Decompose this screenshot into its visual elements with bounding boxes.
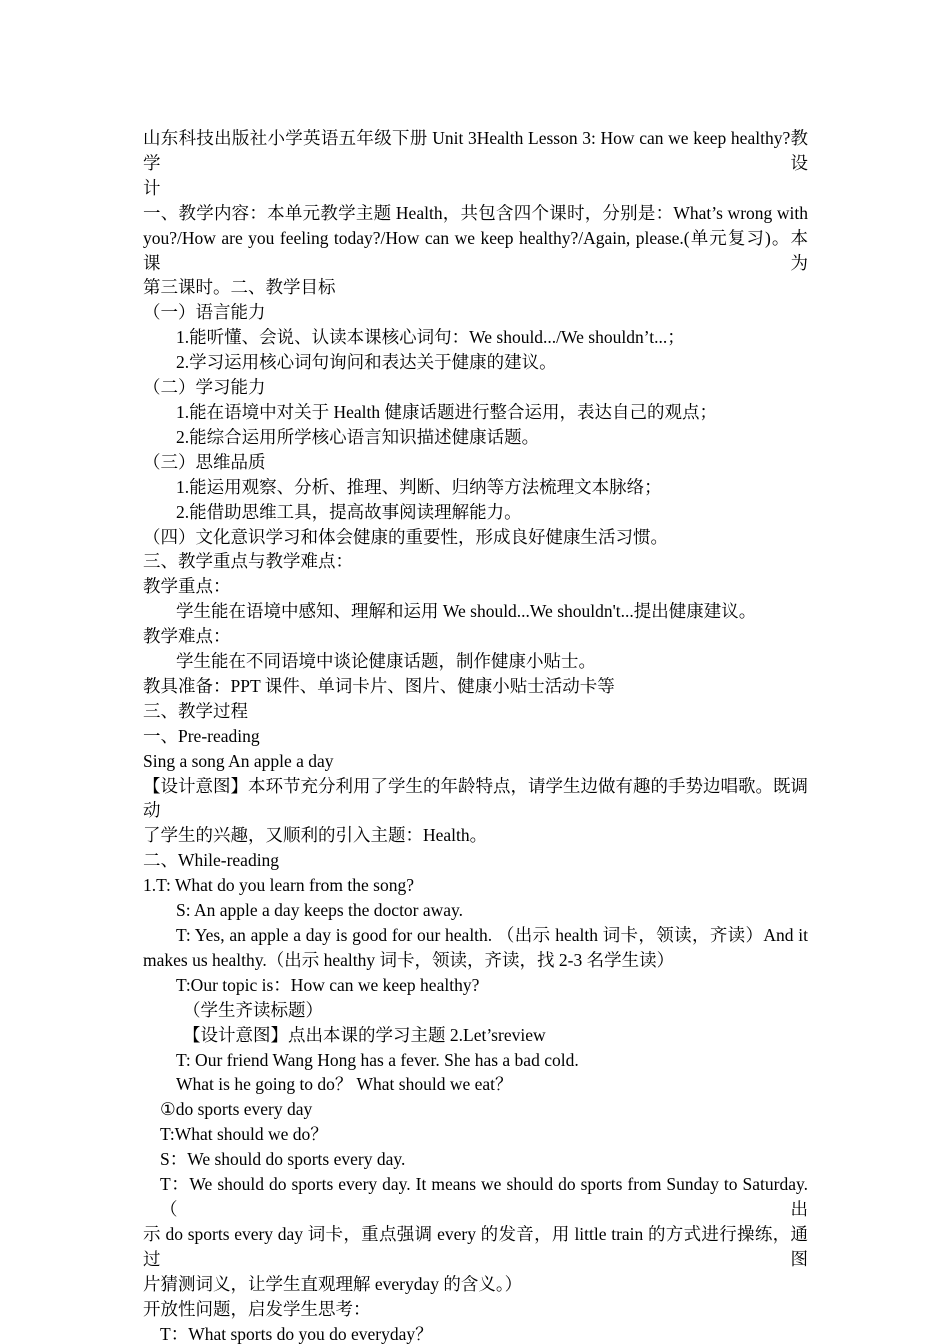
text-line: 【设计意图】本环节充分利用了学生的年龄特点，请学生边做有趣的手势边唱歌。既调动 — [143, 775, 808, 821]
text-line: 1.T: What do you learn from the song? — [143, 875, 414, 896]
text-line: S: An apple a day keeps the doctor away. — [176, 900, 464, 921]
text-line: （一）语言能力 — [143, 302, 266, 323]
text-line: 2.能综合运用所学核心语言知识描述健康话题。 — [176, 426, 540, 447]
text-line: What is he going to do？ What should we eat？ — [176, 1074, 513, 1095]
text-line: S：We should do sports every day. — [160, 1149, 406, 1170]
text-line: you?/How are you feeling today?/How can we keep healthy?/Again, please.(单元复习)。本课为 — [143, 227, 808, 273]
text-line: T: Our friend Wang Hong has a fever. She has a bad cold. — [176, 1049, 579, 1070]
text-line: 【设计意图】点出本课的学习主题 2.Let’sreview — [183, 1024, 546, 1045]
text-line: 开放性问题，启发学生思考： — [143, 1298, 371, 1319]
text-line: 教学难点： — [143, 626, 231, 647]
text-line: makes us healthy.（出示 healthy 词卡，领读，齐读，找 2-3 名学生读） — [143, 949, 675, 970]
text-line: 2.学习运用核心词句询问和表达关于健康的建议。 — [176, 352, 557, 373]
text-line: 山东科技出版社小学英语五年级下册 Unit 3Health Lesson 3: How can we keep healthy?教学设 — [143, 128, 808, 173]
text-line: 教具准备：PPT 课件、单词卡片、图片、健康小贴士活动卡等 — [143, 675, 615, 696]
text-line: 学生能在不同语境中谈论健康话题，制作健康小贴士。 — [176, 651, 596, 672]
text-line: （四）文化意识学习和体会健康的重要性，形成良好健康生活习惯。 — [143, 526, 668, 547]
text-line: （学生齐读标题） — [183, 999, 323, 1020]
text-line: Sing a song An apple a day — [143, 750, 334, 771]
text-line: 学生能在语境中感知、理解和运用 We should...We shouldn't...提出健康建议。 — [176, 601, 757, 622]
text-line: T：We should do sports every day. It means we should do sports from Sunday to Saturday. （出 — [160, 1174, 813, 1219]
text-line: 示 do sports every day 词卡，重点强调 every 的发音，用 little train 的方式进行操练，通过图 — [143, 1223, 808, 1269]
text-line: 1.能在语境中对关于 Health 健康话题进行整合运用，表达自己的观点； — [176, 401, 718, 422]
text-line: 二、While-reading — [143, 850, 280, 871]
text-line: T:What should we do？ — [160, 1124, 328, 1145]
text-line: （三）思维品质 — [143, 451, 266, 472]
text-line: T: Yes, an apple a day is good for our health. （出示 health 词卡，领读，齐读）And it — [176, 925, 808, 945]
text-line: 2.能借助思维工具，提高故事阅读理解能力。 — [176, 501, 522, 522]
text-line: T：What sports do you do everyday？ — [160, 1323, 433, 1344]
text-line: 一、Pre-reading — [143, 725, 260, 746]
text-line: 第三课时。二、教学目标 — [143, 277, 336, 298]
text-line: 片猜测词义，让学生直观理解 everyday 的含义。） — [143, 1273, 523, 1294]
text-line: ①do sports every day — [160, 1099, 313, 1120]
lesson-plan-text — [143, 126, 813, 1344]
text-line: （二）学习能力 — [143, 377, 266, 398]
text-line: 教学重点： — [143, 576, 231, 597]
text-line: 三、教学重点与教学难点： — [143, 551, 353, 572]
text-line: 了学生的兴趣，又顺利的引入主题：Health。 — [143, 825, 488, 846]
text-line: 一、教学内容：本单元教学主题 Health，共包含四个课时，分别是：What’s wrong with — [143, 202, 808, 223]
text-line: 1.能听懂、会说、认读本课核心词句：We should.../We shouldn’t...； — [176, 327, 685, 348]
text-line: 1.能运用观察、分析、推理、判断、归纳等方法梳理文本脉络； — [176, 476, 662, 497]
text-line: 计 — [143, 177, 161, 198]
text-line: T:Our topic is：How can we keep healthy? — [176, 974, 480, 995]
text-line: 三、教学过程 — [143, 700, 248, 721]
